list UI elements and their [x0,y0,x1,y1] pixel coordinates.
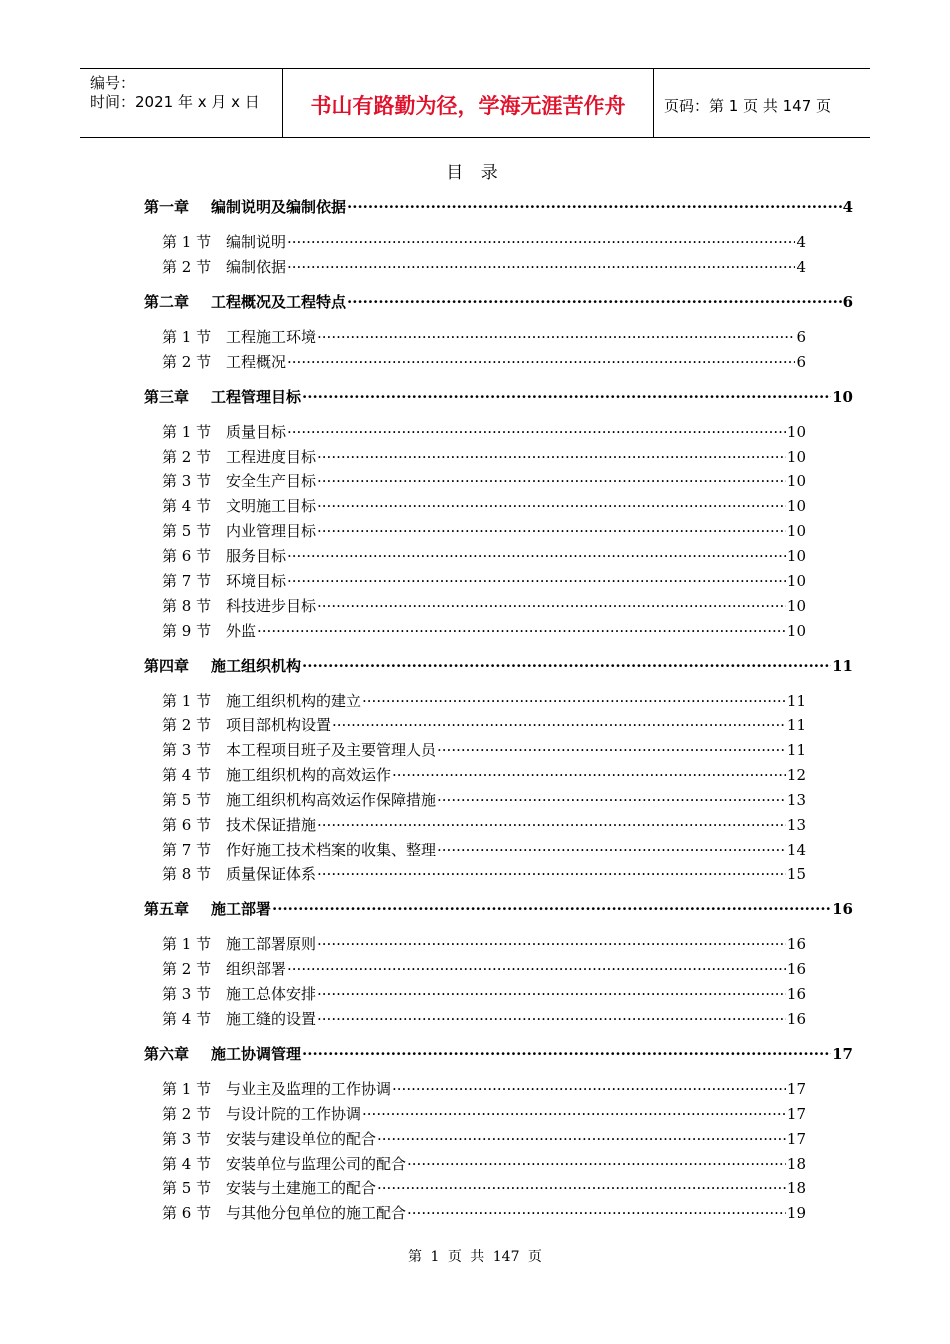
toc-chapter-entry[interactable] [144,386,853,407]
toc-dot-leader [287,572,786,590]
toc-entry-title: 工程概况及工程特点 [211,293,347,311]
toc-chapter-entry[interactable] [144,655,853,676]
toc-entry-page: 16 [786,935,806,953]
toc-entry-page: 16 [786,1010,806,1028]
toc-entry-page: 17 [786,1105,806,1123]
toc-section-entry[interactable] [162,958,806,979]
toc-entry-page: 18 [786,1155,806,1173]
toc-section-entry[interactable] [162,620,806,641]
toc-entry-label: 第 4 节 [162,766,212,784]
toc-dot-leader [437,841,786,859]
toc-entry-label: 第 3 节 [162,472,212,490]
toc-entry-label: 第 5 节 [162,522,212,540]
toc-entry-label: 第一章 [144,198,190,216]
toc-entry-title: 内业管理目标 [226,522,317,540]
toc-dot-leader [317,328,795,346]
toc-entry-title: 外监 [226,622,257,640]
toc-section-entry[interactable] [162,739,806,760]
toc-entry-title: 与业主及监理的工作协调 [226,1080,392,1098]
toc-section-entry[interactable] [162,351,806,372]
toc-section-entry[interactable] [162,1008,806,1029]
header-page-info: 页码：第 1 页 共 147 页 [664,96,832,115]
toc-entry-page: 10 [786,448,806,466]
toc-dot-leader [437,791,786,809]
toc-entry-page: 11 [786,741,806,759]
toc-chapter-entry[interactable] [144,898,853,919]
toc-section-entry[interactable] [162,495,806,516]
toc-entry-title: 安装单位与监理公司的配合 [226,1155,407,1173]
toc-entry-label: 第 5 节 [162,1179,212,1197]
toc-entry-title: 编制说明 [226,233,287,251]
toc-entry-title: 与其他分包单位的施工配合 [226,1204,407,1222]
toc-dot-leader [272,900,831,918]
toc-entry-page: 10 [786,423,806,441]
toc-dot-leader [302,1045,831,1063]
toc-section-entry[interactable] [162,714,806,735]
toc-entry-title: 施工组织机构的建立 [226,692,362,710]
header-motto-cell [283,69,654,137]
toc-entry-label: 第 3 节 [162,741,212,759]
toc-chapter-entry[interactable] [144,1043,853,1064]
toc-dot-leader [437,741,786,759]
toc-entry-label: 第 6 节 [162,1204,212,1222]
toc-section-entry[interactable] [162,520,806,541]
toc-entry-page: 17 [786,1080,806,1098]
toc-entry-title: 安全生产目标 [226,472,317,490]
toc-entry-label: 第 1 节 [162,692,212,710]
toc-chapter-entry[interactable] [144,196,853,217]
toc-entry-page: 6 [796,328,806,346]
toc-entry-page: 10 [786,497,806,515]
toc-entry-page: 11 [786,716,806,734]
toc-section-entry[interactable] [162,326,806,347]
toc-entry-title: 安装与建设单位的配合 [226,1130,377,1148]
toc-entry-title: 组织部署 [226,960,287,978]
toc-entry-page: 16 [832,900,853,918]
toc-entry-label: 第 4 节 [162,1010,212,1028]
toc-entry-page: 11 [786,692,806,710]
toc-dot-leader [287,960,786,978]
toc-dot-leader [257,622,786,640]
toc-entry-label: 第 1 节 [162,935,212,953]
toc-section-entry[interactable] [162,1078,806,1099]
toc-dot-leader [392,1080,786,1098]
toc-chapter-entry[interactable] [144,291,853,312]
toc-entry-page: 16 [786,960,806,978]
toc-section-entry[interactable] [162,933,806,954]
toc-entry-label: 第 1 节 [162,1080,212,1098]
toc-entry-page: 13 [786,816,806,834]
toc-section-entry[interactable] [162,690,806,711]
toc-entry-label: 第 2 节 [162,960,212,978]
toc-entry-label: 第 8 节 [162,865,212,883]
toc-entry-title: 环境目标 [226,572,287,590]
header-page-cell [654,69,870,137]
toc-entry-title: 技术保证措施 [226,816,317,834]
toc-entry-title: 编制依据 [226,258,287,276]
toc-entry-label: 第 2 节 [162,716,212,734]
toc-dot-leader [287,423,786,441]
page-footer: 第 1 页 共 147 页 [408,1249,542,1265]
toc-entry-title: 施工缝的设置 [226,1010,317,1028]
toc-entry-label: 第 6 节 [162,816,212,834]
toc-dot-leader [317,985,786,1003]
toc-entry-title: 服务目标 [226,547,287,565]
toc-entry-page: 4 [842,198,853,216]
toc-entry-label: 第 6 节 [162,547,212,565]
toc-section-entry[interactable] [162,1103,806,1124]
toc-entry-title: 项目部机构设置 [226,716,332,734]
toc-dot-leader [287,258,795,276]
toc-section-entry[interactable] [162,814,806,835]
toc-title: 目 录 [446,163,504,183]
toc-section-entry[interactable] [162,863,806,884]
toc-section-entry[interactable] [162,983,806,1004]
toc-dot-leader [362,692,786,710]
toc-dot-leader [347,293,842,311]
toc-dot-leader [347,198,842,216]
toc-entry-label: 第 4 节 [162,1155,212,1173]
toc-entry-label: 第 1 节 [162,423,212,441]
toc-entry-label: 第六章 [144,1045,190,1063]
toc-dot-leader [377,1179,786,1197]
toc-entry-title: 施工组织机构 [211,657,302,675]
toc-entry-title: 工程管理目标 [211,388,302,406]
toc-dot-leader [317,497,786,515]
toc-entry-page: 13 [786,791,806,809]
toc-dot-leader [332,716,786,734]
toc-section-entry[interactable] [162,545,806,566]
toc-entry-page: 10 [786,597,806,615]
document-date: 时间：2021 年 x 月 x 日 [90,93,260,111]
toc-entry-title: 安装与土建施工的配合 [226,1179,377,1197]
toc-entry-page: 14 [786,841,806,859]
toc-entry-label: 第二章 [144,293,190,311]
toc-entry-title: 工程概况 [226,353,287,371]
toc-entry-page: 17 [786,1130,806,1148]
toc-entry-title: 质量保证体系 [226,865,317,883]
toc-entry-page: 10 [832,388,853,406]
toc-entry-label: 第五章 [144,900,190,918]
toc-entry-title: 质量目标 [226,423,287,441]
toc-section-entry[interactable] [162,1153,806,1174]
toc-entry-page: 18 [786,1179,806,1197]
toc-section-entry[interactable] [162,470,806,491]
toc-entry-label: 第 2 节 [162,448,212,466]
toc-entry-label: 第 9 节 [162,622,212,640]
toc-dot-leader [317,1010,786,1028]
document-number-label: 编号： [90,74,136,92]
toc-entry-label: 第 1 节 [162,233,212,251]
toc-section-entry[interactable] [162,256,806,277]
toc-dot-leader [287,233,795,251]
toc-entry-title: 本工程项目班子及主要管理人员 [226,741,437,759]
toc-dot-leader [362,1105,786,1123]
toc-section-entry[interactable] [162,570,806,591]
toc-dot-leader [317,448,786,466]
toc-entry-page: 4 [796,233,806,251]
toc-dot-leader [287,353,795,371]
toc-dot-leader [317,816,786,834]
toc-section-entry[interactable] [162,595,806,616]
toc-dot-leader [302,657,831,675]
toc-section-entry[interactable] [162,421,806,442]
toc-section-entry[interactable] [162,1177,806,1198]
toc-section-entry[interactable] [162,446,806,467]
toc-entry-label: 第 2 节 [162,353,212,371]
toc-entry-title: 文明施工目标 [226,497,317,515]
toc-entry-page: 16 [786,985,806,1003]
toc-entry-label: 第四章 [144,657,190,675]
toc-entry-page: 11 [832,657,853,675]
toc-section-entry[interactable] [162,1128,806,1149]
toc-entry-label: 第 3 节 [162,985,212,1003]
toc-entry-page: 6 [796,353,806,371]
toc-entry-title: 施工部署原则 [226,935,317,953]
toc-entry-label: 第三章 [144,388,190,406]
toc-entry-label: 第 1 节 [162,328,212,346]
toc-entry-page: 10 [786,522,806,540]
toc-dot-leader [302,388,831,406]
toc-entry-page: 15 [786,865,806,883]
toc-section-entry[interactable] [162,764,806,785]
toc-section-entry[interactable] [162,1202,806,1223]
toc-entry-title: 工程进度目标 [226,448,317,466]
toc-entry-label: 第 2 节 [162,1105,212,1123]
toc-dot-leader [377,1130,786,1148]
toc-entry-title: 施工组织机构高效运作保障措施 [226,791,437,809]
toc-section-entry[interactable] [162,789,806,810]
toc-dot-leader [317,597,786,615]
toc-dot-leader [407,1155,786,1173]
header-motto: 书山有路勤为径，学海无涯苦作舟 [310,94,626,118]
header-meta-cell [80,69,283,137]
toc-dot-leader [317,935,786,953]
toc-entry-title: 工程施工环境 [226,328,317,346]
toc-entry-title: 施工组织机构的高效运作 [226,766,392,784]
toc-entry-page: 10 [786,472,806,490]
toc-entry-title: 施工部署 [211,900,272,918]
document-header [80,68,870,138]
toc-entry-page: 4 [796,258,806,276]
toc-entry-title: 与设计院的工作协调 [226,1105,362,1123]
toc-dot-leader [287,547,786,565]
toc-dot-leader [317,522,786,540]
toc-entry-title: 编制说明及编制依据 [211,198,347,216]
toc-entry-page: 10 [786,547,806,565]
toc-entry-title: 施工协调管理 [211,1045,302,1063]
toc-entry-label: 第 3 节 [162,1130,212,1148]
toc-section-entry[interactable] [162,839,806,860]
toc-entry-page: 6 [842,293,853,311]
toc-dot-leader [317,472,786,490]
toc-entry-page: 12 [786,766,806,784]
toc-dot-leader [407,1204,786,1222]
toc-entry-page: 19 [786,1204,806,1222]
toc-entry-label: 第 2 节 [162,258,212,276]
toc-dot-leader [317,865,786,883]
toc-entry-label: 第 7 节 [162,572,212,590]
toc-section-entry[interactable] [162,231,806,252]
toc-entry-page: 17 [832,1045,853,1063]
toc-entry-title: 作好施工技术档案的收集、整理 [226,841,437,859]
toc-entry-label: 第 8 节 [162,597,212,615]
toc-entry-label: 第 7 节 [162,841,212,859]
toc-entry-page: 10 [786,622,806,640]
toc-entry-page: 10 [786,572,806,590]
toc-dot-leader [392,766,786,784]
toc-entry-label: 第 5 节 [162,791,212,809]
toc-entry-label: 第 4 节 [162,497,212,515]
toc-entry-title: 科技进步目标 [226,597,317,615]
toc-entry-title: 施工总体安排 [226,985,317,1003]
